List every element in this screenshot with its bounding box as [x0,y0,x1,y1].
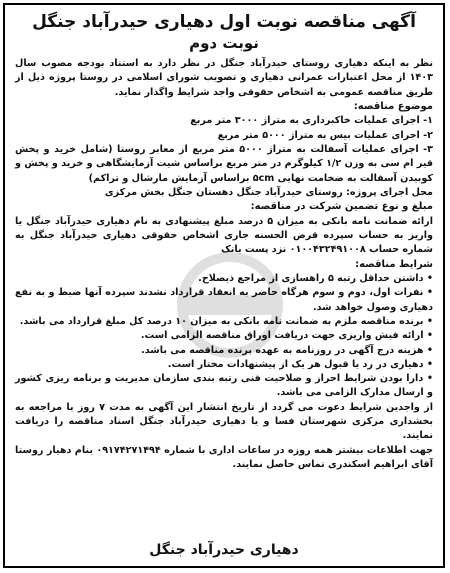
closing-contact: جهت اطلاعات بیشتر همه روزه در ساعات اداری با شماره ۰۹۱۷۴۲۷۱۴۹۴ بنام دهیار روستا آقای ابراهیم اسکندری تماس حاصل نمایند. [15,444,434,470]
condition-item: • هزینه درج آگهی در روزنامه به عهده برنده مناقصه می باشد. [15,344,433,358]
intro-paragraph: نظر به اینکه دهیاری روستای حیدرآباد جنگل در نظر دارد به استناد بودجه مصوب سال ۱۴۰۳ از محل اعتبارات عمرانی دهیاری و تصویب شورای اسلامی در روستا پروژه ذیل از طریق مناقصه عمومی به اشخاص حقوقی واجد شرایط واگذار نماید. [15,58,433,98]
condition-item: • داشتن حداقل رتبه ۵ راهسازی از مراجع ذیصلاح. [15,272,433,286]
condition-item: • نفرات اول، دوم و سوم هرگاه حاضر به انعقاد قرارداد نشدند سپرده آنها ضبط و به نفع دهیاری وصول خواهد شد. [15,286,433,315]
subject-list [15,114,433,185]
notice-title: آگهی مناقصه نوبت اول دهیاری حیدرآباد جنگل [32,12,416,32]
condition-item: • دارا بودن شرایط احراز و صلاحیت فنی رتبه بندی سازمان مدیریت و برنامه ریزی کشور و ارسال مدارک الزامی می باشد. [15,372,433,401]
guarantee-heading: مبلغ و نوع تضمین شرکت در مناقصه: [250,201,433,213]
notice-body [5,5,443,472]
subject-item: ۲- اجرای عملیات بیس به متراژ ۵۰۰۰ متر مربع [217,129,433,141]
subject-item: ۳- اجرای عملیات آسفالت به متراژ ۵۰۰۰ متر مربع از معابر روستا (شامل خرید و پخش قیر ام سی به وزن ۱/۲ کیلوگرم در متر مربع براساس شیت آزمایشگاهی و خرید و پخش و کوبیدن آسفالت به ضخامت نهایی ۵cm براساس آزمایش مارشال و تراکم) [15,143,434,184]
conditions-list [15,272,433,401]
subject-item: ۱- اجرای عملیات خاکبرداری به متراژ ۳۰۰۰ متر مربع [190,115,433,127]
notice-frame [3,3,445,568]
closing-invitation: از واجدین شرایط دعوت می گردد از تاریخ انتشار این آگهی به مدت ۷ روز با مراجعه به بخشداری مرکزی شهرستان فسا و یا دهیاری حیدرآباد جنگل اسناد مناقصه را دریافت نمایند. [15,401,433,442]
condition-item: • برنده مناقصه ملزم به ضمانت نامه بانکی به میزان ۱۰ درصد کل مبلغ قرارداد می باشد. [15,315,433,329]
conditions-heading: شرایط مناقصه: [355,258,433,270]
guarantee-text: ارائه ضمانت نامه بانکی به میزان ۵ درصد مبلغ پیشنهادی به نام دهیاری حیدرآباد جنگل یا واریز به حساب سپرده قرض الحسنه جاری اشخاص حقوقی دهیاری حیدرآباد جنگل به شماره حساب ۰۱۰۰۴۳۲۴۹۱۰۰۸ نزد پست بانک [15,215,433,256]
subject-heading: موضوع مناقصه: [353,100,433,112]
notice-subtitle: نوبت دوم [189,34,259,52]
notice-signature: دهیاری حیدرآباد جنگل [149,542,299,558]
condition-item: • دهیاری در رد یا قبول هر یک از پیشنهادات مختار است. [15,358,433,372]
condition-item: • ارائه فیش واریزی جهت دریافت اوراق مناقصه الزامی است. [15,329,433,343]
project-location: محل اجرای پروژه: روستای حیدرآباد جنگل دهستان جنگل بخش مرکزی [104,186,433,198]
